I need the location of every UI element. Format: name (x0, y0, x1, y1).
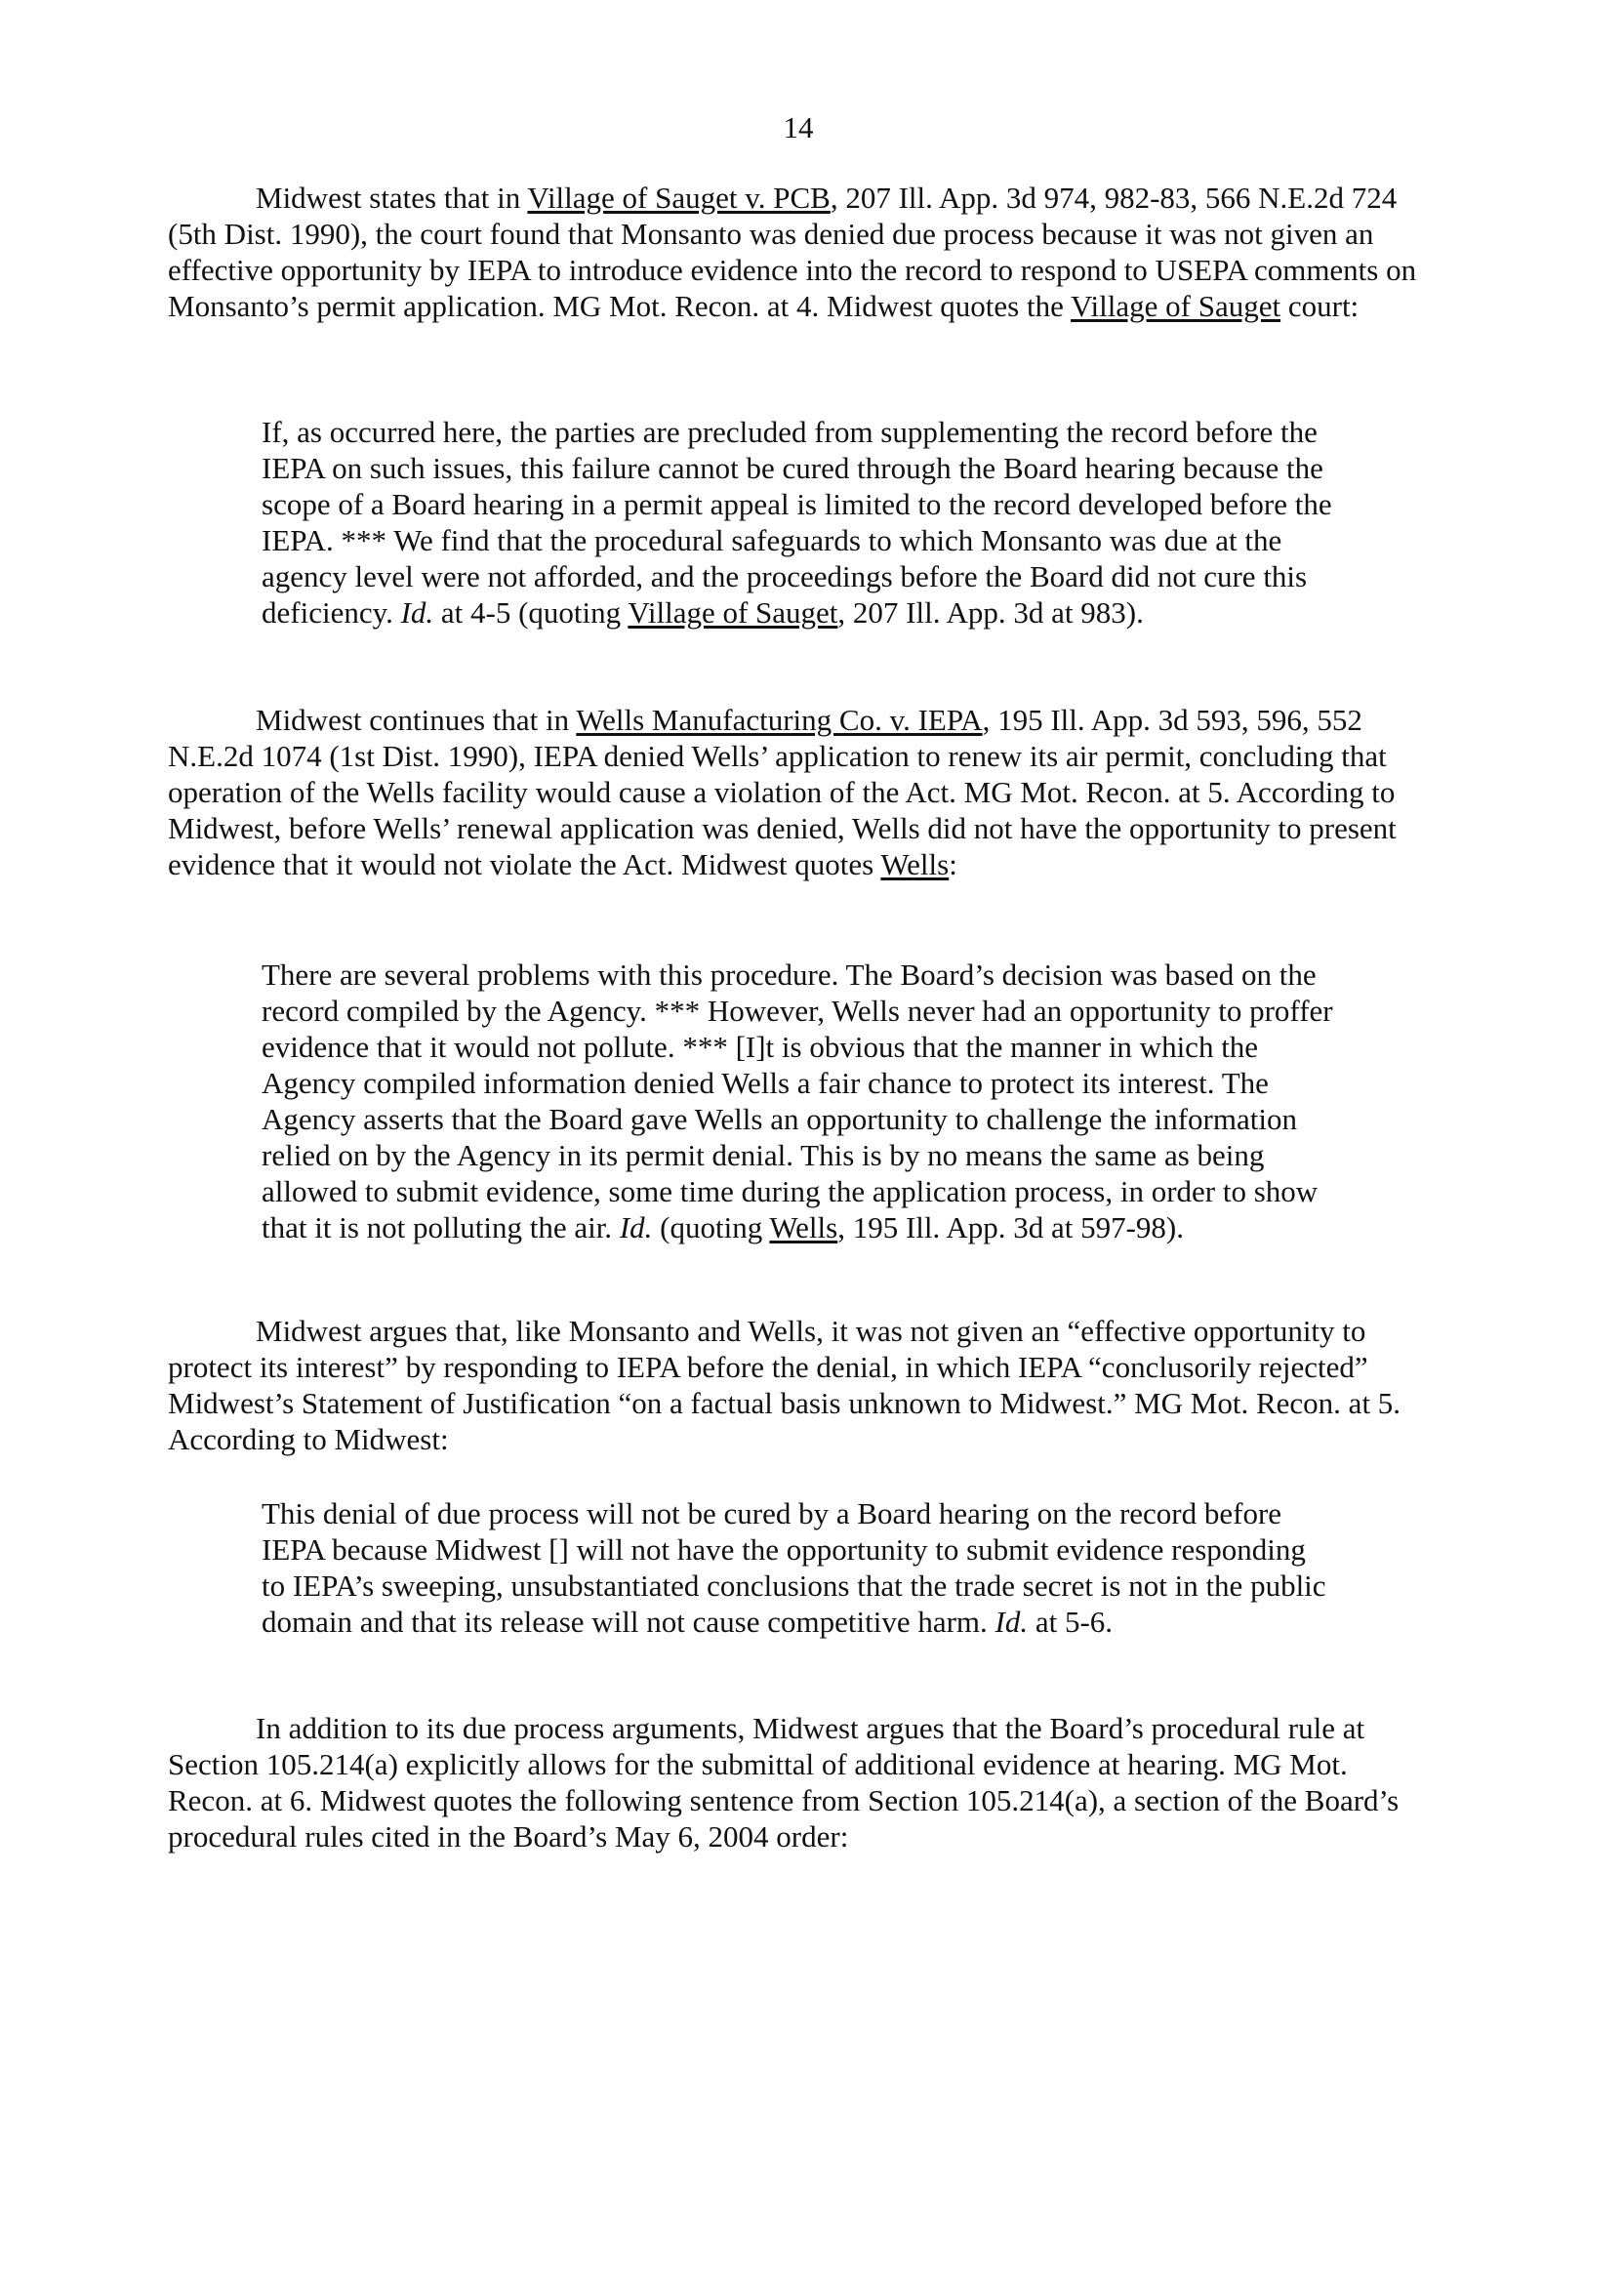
case-citation: Wells (769, 1210, 838, 1244)
page-number: 14 (783, 110, 814, 144)
paragraph-wells (168, 702, 1417, 882)
text-run: This denial of due process will not be cured by a Board hearing on the record before IEPA because Midwest [] will not have the opportunity to submit evidence responding to IEPA’s sweeping, unsubstantiated conclusions that the trade secret is not in the public domain and that its release will not cause competitive harm. (262, 1496, 1326, 1639)
text-run: There are several problems with this procedure. The Board’s decision was based on the record compiled by the Agency. *** However, Wells never had an opportunity to proffer evidence that it would not pollute. *** [I]t is obvious that the manner in which the Agency compiled information denied Wells a fair chance to protect its interest. The Agency asserts that the Board gave Wells an opportunity to challenge the information relied on by the Agency in its permit denial. This is by no means the same as being allowed to submit evidence, some time during the application process, in order to show that it is not polluting the air. (262, 958, 1333, 1244)
block-quote-sauget (262, 414, 1335, 631)
id-citation: Id. (400, 595, 434, 630)
text-run: court: (1280, 289, 1360, 323)
case-citation: Village of Sauget (1071, 289, 1281, 323)
case-citation: Village of Sauget v. PCB (527, 181, 831, 215)
text-run: Midwest states that in (256, 181, 528, 215)
paragraph-procedural-rule: In addition to its due process arguments, Midwest argues that the Board’s procedural rule at Section 105.214(a) explicitly allows for the submittal of additional evidence at hearing. MG Mot. Recon. at 6. Midwest quotes the following sentence from Section 105.214(a), a section of the Board’s procedural rules cited in the Board’s May 6, 2004 order: (168, 1711, 1400, 1854)
text-run: : (949, 847, 957, 881)
block-quote-midwest (262, 1495, 1335, 1640)
text-run: (quoting (652, 1210, 770, 1244)
text-run: at 5-6. (1028, 1605, 1114, 1639)
text-run: , 195 Ill. App. 3d at 597-98). (837, 1210, 1184, 1244)
id-citation: Id. (995, 1605, 1029, 1639)
text-run: If, as occurred here, the parties are precluded from supplementing the record before the IEPA on such issues, this failure cannot be cured through the Board hearing because the scope of a Board hearing in a permit appeal is limited to the record developed before the IEPA. *** We find that the procedural safeguards to which Monsanto was due at the agency level were not afforded, and the proceedings before the Board did not cure this deficiency. (262, 415, 1332, 630)
text-run: Midwest continues that in (256, 703, 577, 737)
id-citation: Id. (619, 1210, 653, 1244)
case-citation: Wells Manufacturing Co. v. IEPA (576, 703, 983, 737)
text-run: at 4-5 (quoting (433, 595, 629, 630)
paragraph-sauget (168, 180, 1417, 324)
block-quote-wells (262, 957, 1335, 1245)
text-run: , 207 Ill. App. 3d at 983). (837, 595, 1144, 630)
text-run: , 207 Ill. App. 3d 974, 982-83, 566 N.E.2d 724 (5th Dist. 1990), the court found that Monsanto was denied due process because it was not given an effective opportunity by IEPA to introduce evidence into the record to respond to USEPA comments on Monsanto’s permit application. MG Mot. Recon. at 4. Midwest quotes the (168, 181, 1417, 323)
text-run: , 195 Ill. App. 3d 593, 596, 552 N.E.2d 1074 (1st Dist. 1990), IEPA denied Wells’ application to renew its air permit, concluding that operation of the Wells facility would cause a violation of the Act. MG Mot. Recon. at 5. According to Midwest, before Wells’ renewal application was denied, Wells did not have the opportunity to present evidence that it would not violate the Act. Midwest quotes (168, 703, 1397, 881)
paragraph-midwest-argument: Midwest argues that, like Monsanto and Wells, it was not given an “effective opportunity to protect its interest” by responding to IEPA before the denial, in which IEPA “conclusorily rejected” Midwest’s Statement of Justification “on a factual basis unknown to Midwest.” MG Mot. Recon. at 5. According to Midwest: (168, 1314, 1401, 1456)
case-citation: Village of Sauget (628, 595, 838, 630)
case-citation: Wells (880, 847, 950, 881)
